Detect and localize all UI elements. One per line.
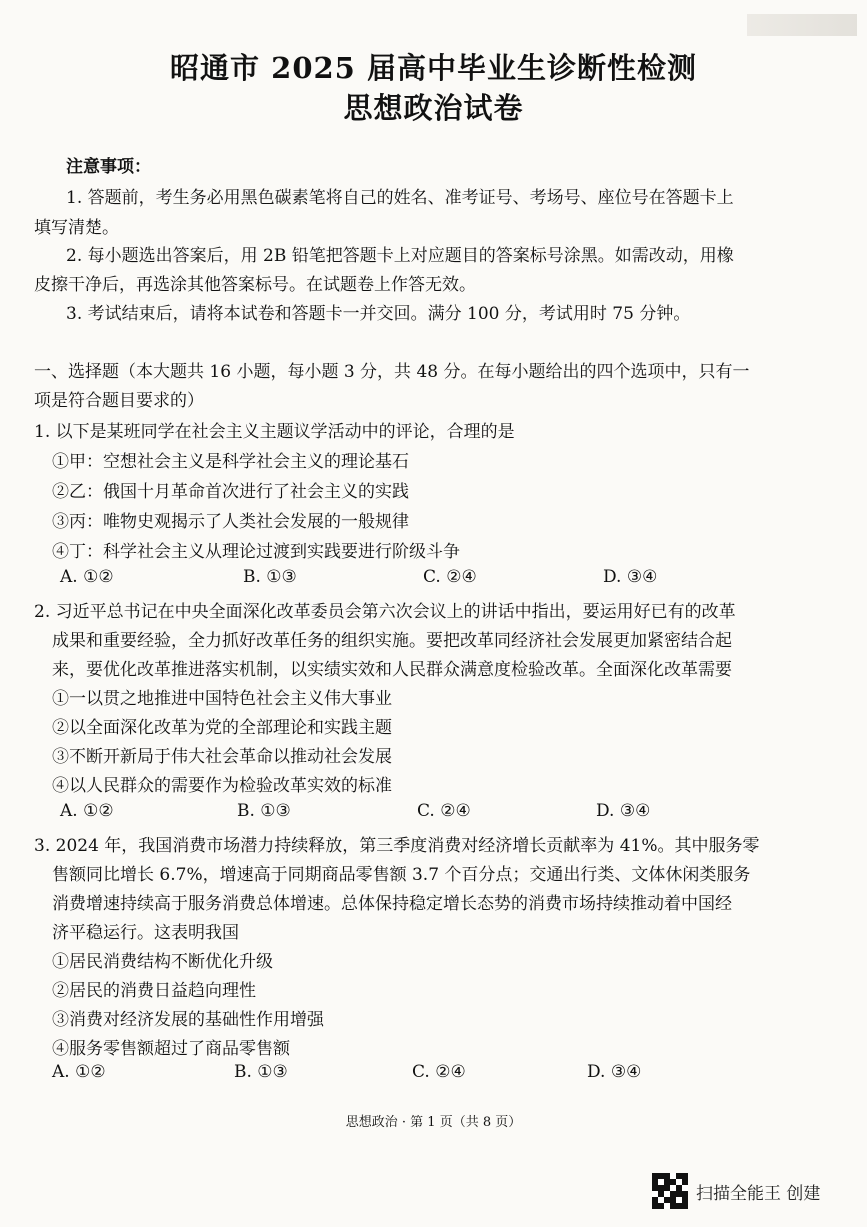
question-1-options bbox=[60, 567, 720, 591]
question-3-options bbox=[52, 1062, 712, 1086]
question-2-stem: 成果和重要经验，全力抓好改革任务的组织实施。要把改革同经济社会发展更加紧密结合起 bbox=[52, 631, 732, 651]
scan-edge-mark bbox=[747, 14, 857, 36]
notice-line: 3. 考试结束后，请将本试卷和答题卡一并交回。满分 100 分，考试用时 75 分钟。 bbox=[66, 304, 691, 324]
exam-title: 昭通市 2025 届高中毕业生诊断性检测 bbox=[170, 51, 697, 85]
question-3-stem: 济平稳运行。这表明我国 bbox=[52, 923, 239, 943]
notice-heading: 注意事项： bbox=[66, 157, 151, 177]
notice-line: 填写清楚。 bbox=[34, 218, 119, 238]
question-1-item: ②乙：俄国十月革命首次进行了社会主义的实践 bbox=[52, 482, 409, 502]
question-3-stem: 消费增速持续高于服务消费总体增速。总体保持稳定增长态势的消费市场持续推动着中国经 bbox=[52, 894, 732, 914]
notice-line: 皮擦干净后，再选涂其他答案标号。在试题卷上作答无效。 bbox=[34, 275, 476, 295]
question-2-item: ③不断开新局于伟大社会革命以推动社会发展 bbox=[52, 747, 392, 767]
option-c: C. ②④ bbox=[417, 801, 471, 821]
question-2-item: ①一以贯之地推进中国特色社会主义伟大事业 bbox=[52, 689, 392, 709]
option-a: A. ①② bbox=[60, 801, 114, 821]
exam-subject: 思想政治试卷 bbox=[343, 91, 524, 125]
question-2-item: ④以人民群众的需要作为检验改革实效的标准 bbox=[52, 776, 392, 796]
option-a: A. ①② bbox=[60, 567, 114, 587]
option-d: D. ③④ bbox=[596, 801, 651, 821]
option-d: D. ③④ bbox=[603, 567, 658, 587]
question-1-item: ④丁：科学社会主义从理论过渡到实践要进行阶级斗争 bbox=[52, 542, 460, 562]
question-2-options bbox=[60, 801, 720, 825]
question-3-item: ①居民消费结构不断优化升级 bbox=[52, 952, 273, 972]
question-1-stem: 1. 以下是某班同学在社会主义主题议学活动中的评论，合理的是 bbox=[34, 422, 515, 442]
scanner-watermark bbox=[652, 1173, 820, 1209]
question-3-item: ③消费对经济发展的基础性作用增强 bbox=[52, 1010, 324, 1030]
question-3-item: ④服务零售额超过了商品零售额 bbox=[52, 1039, 290, 1059]
page-footer: 思想政治 · 第 1 页（共 8 页） bbox=[345, 1115, 522, 1130]
notice-line: 2. 每小题选出答案后，用 2B 铅笔把答题卡上对应题目的答案标号涂黑。如需改动，用橡 bbox=[66, 246, 734, 266]
option-b: B. ①③ bbox=[237, 801, 291, 821]
notice-line: 1. 答题前，考生务必用黑色碳素笔将自己的姓名、准考证号、考场号、座位号在答题卡上 bbox=[66, 188, 734, 208]
option-b: B. ①③ bbox=[234, 1062, 288, 1082]
option-c: C. ②④ bbox=[423, 567, 477, 587]
question-2-stem: 来，要优化改革推进落实机制，以实绩实效和人民群众满意度检验改革。全面深化改革需要 bbox=[52, 660, 732, 680]
option-d: D. ③④ bbox=[587, 1062, 642, 1082]
section-heading-cont: 项是符合题目要求的） bbox=[34, 391, 204, 411]
qr-code-icon bbox=[652, 1173, 688, 1209]
question-3-stem: 3. 2024 年，我国消费市场潜力持续释放，第三季度消费对经济增长贡献率为 41%。其中服务零 bbox=[34, 836, 760, 856]
scanner-label: 扫描全能王 创建 bbox=[696, 1183, 821, 1204]
question-3-stem: 售额同比增长 6.7%，增速高于同期商品零售额 3.7 个百分点；交通出行类、文体休闲类服务 bbox=[52, 865, 751, 885]
section-heading: 一、选择题（本大题共 16 小题，每小题 3 分，共 48 分。在每小题给出的四个选项中，只有一 bbox=[34, 362, 750, 382]
question-1-item: ③丙：唯物史观揭示了人类社会发展的一般规律 bbox=[52, 512, 409, 532]
question-2-item: ②以全面深化改革为党的全部理论和实践主题 bbox=[52, 718, 392, 738]
option-b: B. ①③ bbox=[243, 567, 297, 587]
question-3-item: ②居民的消费日益趋向理性 bbox=[52, 981, 256, 1001]
option-a: A. ①② bbox=[52, 1062, 106, 1082]
question-2-stem: 2. 习近平总书记在中央全面深化改革委员会第六次会议上的讲话中指出，要运用好已有的改革 bbox=[34, 602, 736, 622]
question-1-item: ①甲：空想社会主义是科学社会主义的理论基石 bbox=[52, 452, 409, 472]
option-c: C. ②④ bbox=[412, 1062, 466, 1082]
